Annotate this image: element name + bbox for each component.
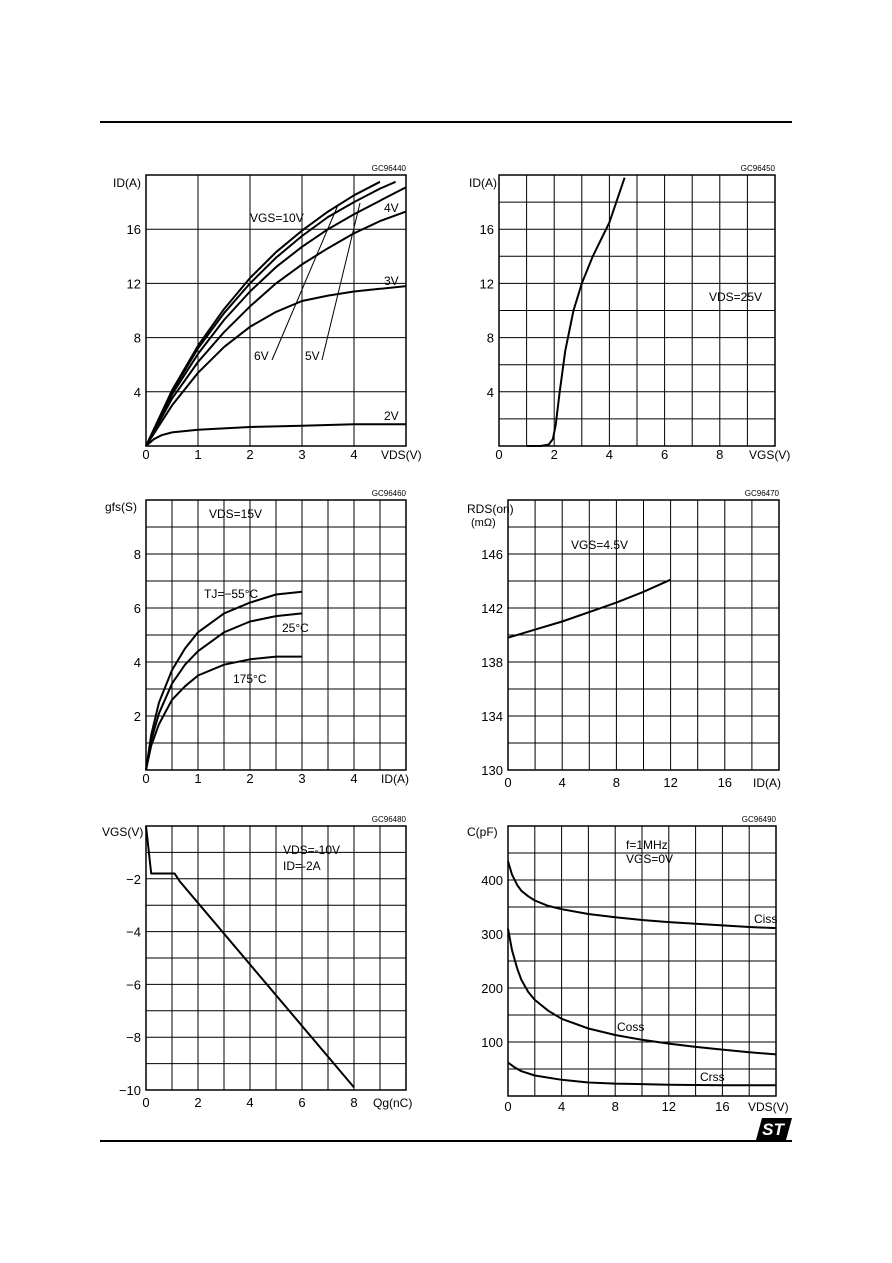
series-label: 2V — [384, 409, 399, 423]
condition-label-2: VGS=0V — [626, 852, 674, 866]
figure-code-label: GC96480 — [371, 815, 406, 824]
y-tick-label: 100 — [481, 1035, 503, 1050]
y-axis-label: C(pF) — [467, 825, 498, 839]
series-label: Ciss — [754, 912, 778, 926]
y-tick-label: 16 — [126, 222, 141, 238]
y-tick-label: 400 — [481, 873, 503, 888]
x-tick-label: 16 — [715, 1099, 730, 1114]
x-tick-label: 8 — [611, 1099, 619, 1114]
series-label: 25°C — [282, 621, 309, 635]
series-label: 5V — [305, 349, 320, 363]
y-axis-label: gfs(S) — [105, 500, 138, 514]
series-label: 175°C — [233, 672, 267, 686]
x-axis-label: VDS(V) — [748, 1100, 789, 1114]
condition-label-2: ID=-2A — [283, 859, 321, 873]
y-axis-label: VGS(V) — [102, 825, 144, 839]
x-tick-label: 2 — [550, 447, 558, 462]
figure-code-label: GC96450 — [740, 164, 775, 173]
x-axis-label: VGS(V) — [749, 448, 791, 462]
bottom-rule — [100, 1140, 792, 1142]
x-axis-label: ID(A) — [753, 776, 781, 790]
figure-code-label: GC96490 — [741, 815, 776, 824]
y-tick-label: 300 — [481, 927, 503, 942]
y-tick-label: −4 — [126, 924, 141, 940]
y-tick-label: 4 — [133, 655, 141, 670]
x-tick-label: 4 — [350, 447, 358, 462]
y-tick-label: −10 — [118, 1083, 141, 1098]
x-tick-label: 1 — [194, 771, 202, 786]
y-tick-label: 4 — [486, 384, 494, 400]
x-tick-label: 8 — [716, 447, 724, 462]
y-axis-unit-label: (mΩ) — [471, 517, 496, 529]
y-tick-label: 2 — [133, 709, 141, 724]
y-tick-label: 138 — [481, 655, 503, 670]
x-tick-label: 0 — [142, 447, 150, 462]
x-tick-label: 2 — [246, 447, 254, 462]
series-label: Coss — [617, 1020, 645, 1034]
y-axis-label: RDS(on) — [467, 502, 514, 516]
x-tick-label: 0 — [142, 771, 150, 786]
series-label: 3V — [384, 274, 399, 288]
x-tick-label: 8 — [350, 1095, 358, 1110]
y-tick-label: 12 — [126, 276, 141, 292]
x-tick-label: 0 — [495, 447, 503, 462]
x-tick-label: 6 — [660, 447, 669, 462]
x-tick-label: 3 — [298, 447, 306, 462]
x-axis-label: Qg(nC) — [373, 1096, 413, 1110]
figure-code-label: GC96440 — [371, 164, 406, 173]
figure-code-label: GC96470 — [744, 489, 779, 498]
series-label: 6V — [254, 349, 269, 363]
y-tick-label: −8 — [126, 1030, 141, 1046]
y-tick-label: 8 — [133, 547, 141, 562]
series-label: Crss — [700, 1070, 725, 1084]
y-tick-label: 130 — [481, 763, 503, 778]
x-tick-label: 2 — [246, 771, 254, 786]
x-tick-label: 0 — [504, 1099, 512, 1114]
series-label: TJ=−55°C — [204, 587, 259, 601]
y-tick-label: 6 — [133, 601, 141, 616]
series-label: VGS=10V — [250, 211, 304, 225]
condition-label: VGS=4.5V — [571, 538, 629, 552]
y-tick-label: −2 — [126, 871, 141, 887]
y-tick-label: 8 — [486, 330, 494, 346]
x-tick-label: 8 — [612, 775, 621, 790]
x-tick-label: 6 — [298, 1095, 306, 1110]
x-tick-label: 2 — [194, 1095, 202, 1110]
x-tick-label: 0 — [504, 775, 512, 790]
figure-code-label: GC96460 — [371, 489, 406, 498]
y-tick-label: 142 — [481, 601, 503, 616]
y-axis-label: ID(A) — [469, 176, 497, 190]
condition-label: f=1MHz — [626, 838, 668, 852]
y-tick-label: −6 — [126, 977, 141, 993]
x-tick-label: 12 — [661, 1099, 677, 1114]
st-logo-icon — [756, 1116, 792, 1142]
x-tick-label: 1 — [194, 447, 202, 462]
y-tick-label: 200 — [481, 981, 503, 996]
y-tick-label: 146 — [481, 547, 503, 562]
x-tick-label: 4 — [557, 1099, 566, 1114]
x-tick-label: 16 — [717, 775, 733, 790]
y-tick-label: 134 — [481, 709, 503, 724]
condition-label: VDS=25V — [709, 290, 763, 304]
x-axis-label: VDS(V) — [381, 448, 422, 462]
x-tick-label: 4 — [605, 447, 614, 462]
y-tick-label: 12 — [479, 276, 494, 292]
svg-text:ST: ST — [762, 1120, 784, 1139]
x-tick-label: 4 — [350, 771, 358, 786]
y-tick-label: 16 — [479, 222, 494, 238]
condition-label: VDS=-10V — [283, 843, 341, 857]
x-tick-label: 4 — [246, 1095, 254, 1110]
y-tick-label: 8 — [133, 330, 141, 346]
condition-label: VDS=15V — [209, 507, 263, 521]
series-label: 4V — [384, 201, 399, 215]
y-tick-label: 4 — [133, 384, 141, 400]
x-axis-label: ID(A) — [381, 772, 409, 786]
x-tick-label: 3 — [298, 771, 306, 786]
x-tick-label: 0 — [142, 1095, 150, 1110]
x-tick-label: 4 — [558, 775, 566, 790]
y-axis-label: ID(A) — [113, 176, 141, 190]
x-tick-label: 12 — [663, 775, 678, 790]
